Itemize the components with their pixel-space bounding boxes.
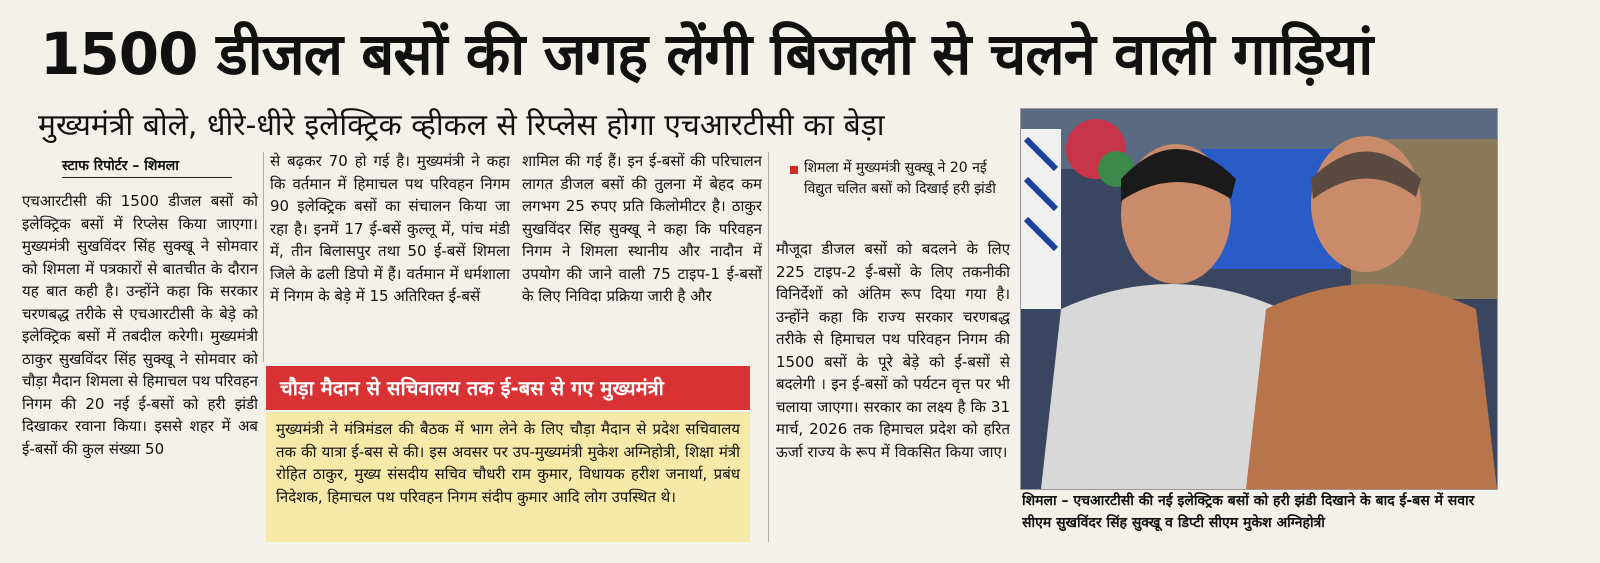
box-title-banner: चौड़ा मैदान से सचिवालय तक ई-बस से गए मुख्यमंत्री bbox=[266, 366, 750, 410]
news-photo bbox=[1020, 108, 1498, 490]
headline: 1500 डीजल बसों की जगह लेंगी बिजली से चलने वाली गाड़ियां bbox=[40, 20, 1373, 88]
article-column-2: से बढ़कर 70 हो गई है। मुख्यमंत्री ने कहा कि वर्तमान में हिमाचल पथ परिवहन निगम 90 इलेक्ट्रिक बसों का संचालन किया जा रहा है। इनमें 17 ई-बसें कुल्लू में, पांच मंडी में, तीन बिलासपुर तथा 50 ई-बसें शिमला जिले के ढली डिपो में हैं। वर्तमान में धर्मशाला में निगम के बेड़े में 15 अतिरिक्त ई-बसें bbox=[270, 152, 510, 305]
photo-caption: शिमला – एचआरटीसी की नई इलेक्ट्रिक बसों को हरी झंडी दिखाने के बाद ई-बस में सवार सीएम सुखविंदर सिंह सुक्खू व डिप्टी सीएम मुकेश अग्निहोत्री bbox=[1022, 493, 1475, 531]
highlight-box bbox=[788, 158, 1016, 226]
article-column-4: मौजूदा डीजल बसों को बदलने के लिए 225 टाइप-2 ई-बसों के लिए तकनीकी विनिर्देशों को अंतिम रूप दिया गया है। उन्होंने कहा कि राज्य सरकार चरणबद्ध तरीके से हिमाचल पथ परिवहन निगम की 1500 बसों के पूरे बेड़े को ई-बसों से बदलेगी । इन ई-बसों को पर्यटन वृत्त पर भी चलाया जाएगा। सरकार का लक्ष्य है कि 31 मार्च, 2026 तक हिमाचल प्रदेश को हरित ऊर्जा राज्य के रूप में विकसित किया जाए। bbox=[776, 240, 1010, 461]
column-divider bbox=[768, 152, 769, 542]
highlight-text: शिमला में मुख्यमंत्री सुक्खू ने 20 नई विद्युत चलित बसों को दिखाई हरी झंडी bbox=[804, 160, 996, 197]
byline-underline bbox=[62, 177, 232, 178]
subheadline: मुख्यमंत्री बोले, धीरे-धीरे इलेक्ट्रिक व्हीकल से रिप्लेस होगा एचआरटीसी का बेड़ा bbox=[38, 108, 885, 143]
byline: स्टाफ रिपोर्टर – शिमला bbox=[62, 158, 179, 174]
column-divider bbox=[263, 152, 264, 362]
boxed-story-text: मुख्यमंत्री ने मंत्रिमंडल की बैठक में भाग लेने के लिए चौड़ा मैदान से प्रदेश सचिवालय तक की यात्रा ई-बस से की। इस अवसर पर उप-मुख्यमंत्री मुकेश अग्निहोत्री, शिक्षा मंत्री रोहित ठाकुर, मुख्य संसदीय सचिव चौधरी राम कुमार, विधायक हरीश जनार्था, प्रबंध निदेशक, हिमाचल पथ परिवहन निगम संदीप कुमार आदि लोग उपस्थित थे। bbox=[276, 420, 740, 506]
boxed-story bbox=[266, 412, 750, 542]
article-column-3: शामिल की गई हैं। इन ई-बसों की परिचालन लागत डीजल बसों की तुलना में बेहद कम लगभग 25 रुपए प्रति किलोमीटर है। ठाकुर सुखविंदर सिंह सुक्खू ने कहा कि परिवहन निगम ने शिमला स्थानीय और नादौन में उपयोग की जाने वाली 75 टाइप-1 ई-बसों के लिए निविदा प्रक्रिया जारी है और bbox=[522, 152, 762, 305]
article-column-1: एचआरटीसी की 1500 डीजल बसों को इलेक्ट्रिक बसों में रिप्लेस किया जाएगा। मुख्यमंत्री सुखविंदर सिंह सुक्खू ने सोमवार को शिमला में पत्रकारों से बातचीत के दौरान यह बात कही है। उन्होंने कहा कि सरकार चरणबद्ध तरीके से एचआरटीसी के बेड़े को इलेक्ट्रिक बसों में तबदील करेगी। मुख्यमंत्री ठाकुर सुखविंदर सिंह सुक्खू ने सोमवार को चौड़ा मैदान शिमला से हिमाचल पथ परिवहन निगम की 20 नई ई-बसों को हरी झंडी दिखाकर रवाना किया। इससे शहर में अब ई-बसों की कुल संख्या 50 bbox=[22, 192, 258, 458]
